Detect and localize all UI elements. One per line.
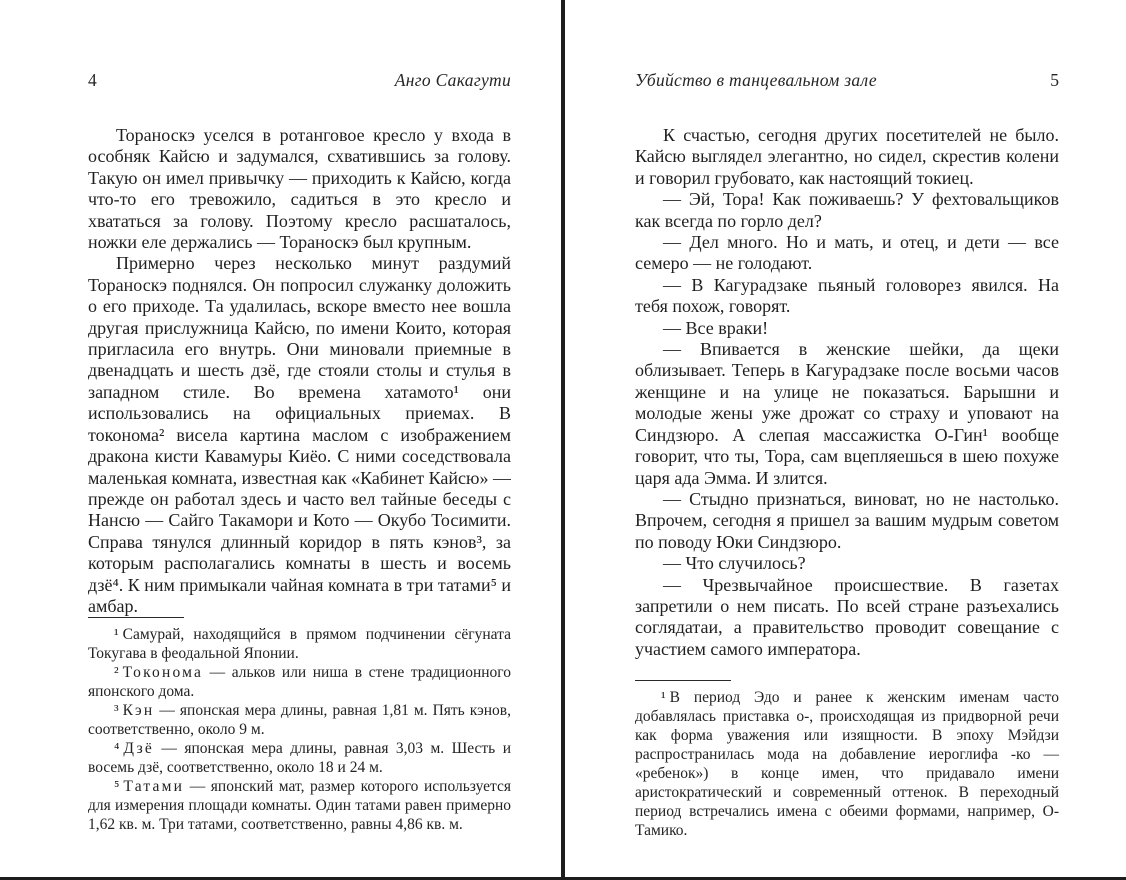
body-paragraph: К счастью, сегодня других посетителей не было. Кайсю выглядел элегантно, но сидел, скрестив колени и говорил грубовато, как настоящий токиец. bbox=[635, 125, 1059, 188]
footnote-text: Самурай, находящийся в прямом подчинении сёгуната Токугава в феодальной Японии. bbox=[88, 626, 511, 662]
left-page-number: 4 bbox=[88, 70, 97, 90]
body-paragraph: — Стыдно признаться, виноват, но не настолько. Впрочем, сегодня я пришел за вашим мудрым советом по поводу Юки Синдзюро. bbox=[635, 488, 1059, 552]
footnote-text: — японский мат, размер которого используется для измерения площади комнаты. Один татами равен примерно 1,62 кв. м. Три татами, соответственно, равны 4,86 кв. м. bbox=[88, 778, 511, 833]
body-paragraph: — Все враки! bbox=[663, 317, 769, 338]
body-paragraph: — В Кагурадзаке пьяный головорез явился. На тебя похож, говорят. bbox=[635, 274, 1059, 317]
footnote-marker: ² bbox=[114, 664, 119, 681]
left-page-footnotes bbox=[88, 617, 511, 834]
left-page-header bbox=[88, 70, 511, 92]
footnote-text: — японская мера длины, равная 3,03 м. Шесть и восемь дзё, соответственно, около 18 и 24 м. bbox=[88, 740, 511, 776]
footnote-text: — японская мера длины, равная 1,81 м. Пять кэнов, соответственно, около 9 м. bbox=[88, 702, 511, 738]
footnote-text: В период Эдо и ранее к женским именам часто добавлялась приставка о-, происходящая из придворной речи как форма уважения или изящности. В эпоху Мэйдзи распространилась мода на добавление иероглифа -ко — «ребенок») в конце имен, что придавало имени аристократический и современный оттенок. В переходный период встречались имена с обеими формами, например, О-Тамико. bbox=[635, 689, 1059, 839]
right-page-number: 5 bbox=[1050, 70, 1059, 90]
footnote-term: Токонома bbox=[122, 664, 204, 681]
body-paragraph: — Что случилось? bbox=[663, 553, 806, 574]
footnote-term: Татами bbox=[123, 778, 185, 795]
body-paragraph: Примерно через несколько минут раздумий Тораноскэ поднялся. Он попросил служанку доложить о его приходе. Та удалилась, вскоре вместо нее вошла другая прислужница Кайсю, по имени Които, которая пригласила его внутрь. Они миновали приемные в двенадцать и шесть дзё, где стояли столы и стулья в западном стиле. Во времена хатамото¹ они использовались на официальных приемах. В токонома² висела картина маслом с изображением дракона кисти Кавамуры Киёо. С ними соседствовала маленькая комната, известная как «Кабинет Кайсю» — прежде он работал здесь и часто вел тайные беседы с Нансю — Сайго Такамори и Кото — Окубо Тосимити. Справа тянулся длинный коридор в пять кэнов³, за которым располагались комнаты в шесть и восемь дзё⁴. К ним примыкали чайная комната в три татами⁵ и амбар. bbox=[88, 253, 511, 616]
body-paragraph: — Чрезвычайное происшествие. В газетах запретили о нем писать. По всей стране разъехались соглядатаи, а правительство проводит совещание с участием самого императора. bbox=[635, 574, 1059, 659]
left-page-body bbox=[88, 125, 511, 617]
left-page bbox=[88, 70, 511, 833]
right-page-body bbox=[635, 125, 1059, 680]
footnote-item bbox=[88, 701, 511, 739]
footnote-item bbox=[88, 663, 511, 701]
footnote-item bbox=[88, 777, 511, 834]
body-paragraph: — Дел много. Но и мать, и отец, и дети — все семеро — не голодают. bbox=[635, 232, 1059, 274]
body-paragraph: Тораноскэ уселся в ротанговое кресло у входа в особняк Кайсю и задумался, схватившись за голову. Такую он имел привычку — приходить к Кайсю, когда что-то его тревожило, садиться в это кресло и хвататься за голову. Поэтому кресло расшаталось, ножки еле держались — Тораноскэ был крупным. bbox=[88, 125, 511, 253]
body-paragraph: — Впивается в женские шейки, да щеки облизывает. Теперь в Кагурадзаке после восьми часов женщине и на улице не показаться. Барышни и молодые жены уже дрожат со страху и уповают на Синдзюро. А слепая массажистка О-Гин¹ вообще говорит, что ты, Тора, сам вцепляешься в шею похуже царя ада Эмма. И злится. bbox=[635, 339, 1059, 488]
footnote-item bbox=[635, 688, 1059, 840]
footnote-separator bbox=[88, 617, 184, 618]
body-paragraph: — Эй, Тора! Как поживаешь? У фехтовальщиков как всегда по горло дел? bbox=[635, 189, 1059, 231]
left-running-header: Анго Сакагути bbox=[394, 70, 511, 90]
footnote-marker: ³ bbox=[114, 702, 119, 719]
right-page-header bbox=[635, 70, 1059, 92]
footnote-term: Дзё bbox=[123, 740, 154, 757]
footnote-marker: ¹ bbox=[114, 626, 119, 643]
spine-divider bbox=[561, 0, 565, 877]
footnote-marker: ⁵ bbox=[114, 778, 120, 795]
right-running-header: Убийство в танцевальном зале bbox=[635, 70, 877, 90]
footnote-separator bbox=[635, 680, 731, 681]
footnote-item bbox=[88, 739, 511, 777]
footnote-term: Кэн bbox=[122, 702, 155, 719]
footnote-marker: ¹ bbox=[661, 689, 666, 706]
footnote-text: — альков или ниша в стене традиционного японского дома. bbox=[88, 664, 511, 700]
right-page-footnotes bbox=[635, 680, 1059, 840]
right-page bbox=[635, 70, 1059, 839]
footnote-item bbox=[88, 625, 511, 663]
footnote-marker: ⁴ bbox=[114, 740, 120, 757]
